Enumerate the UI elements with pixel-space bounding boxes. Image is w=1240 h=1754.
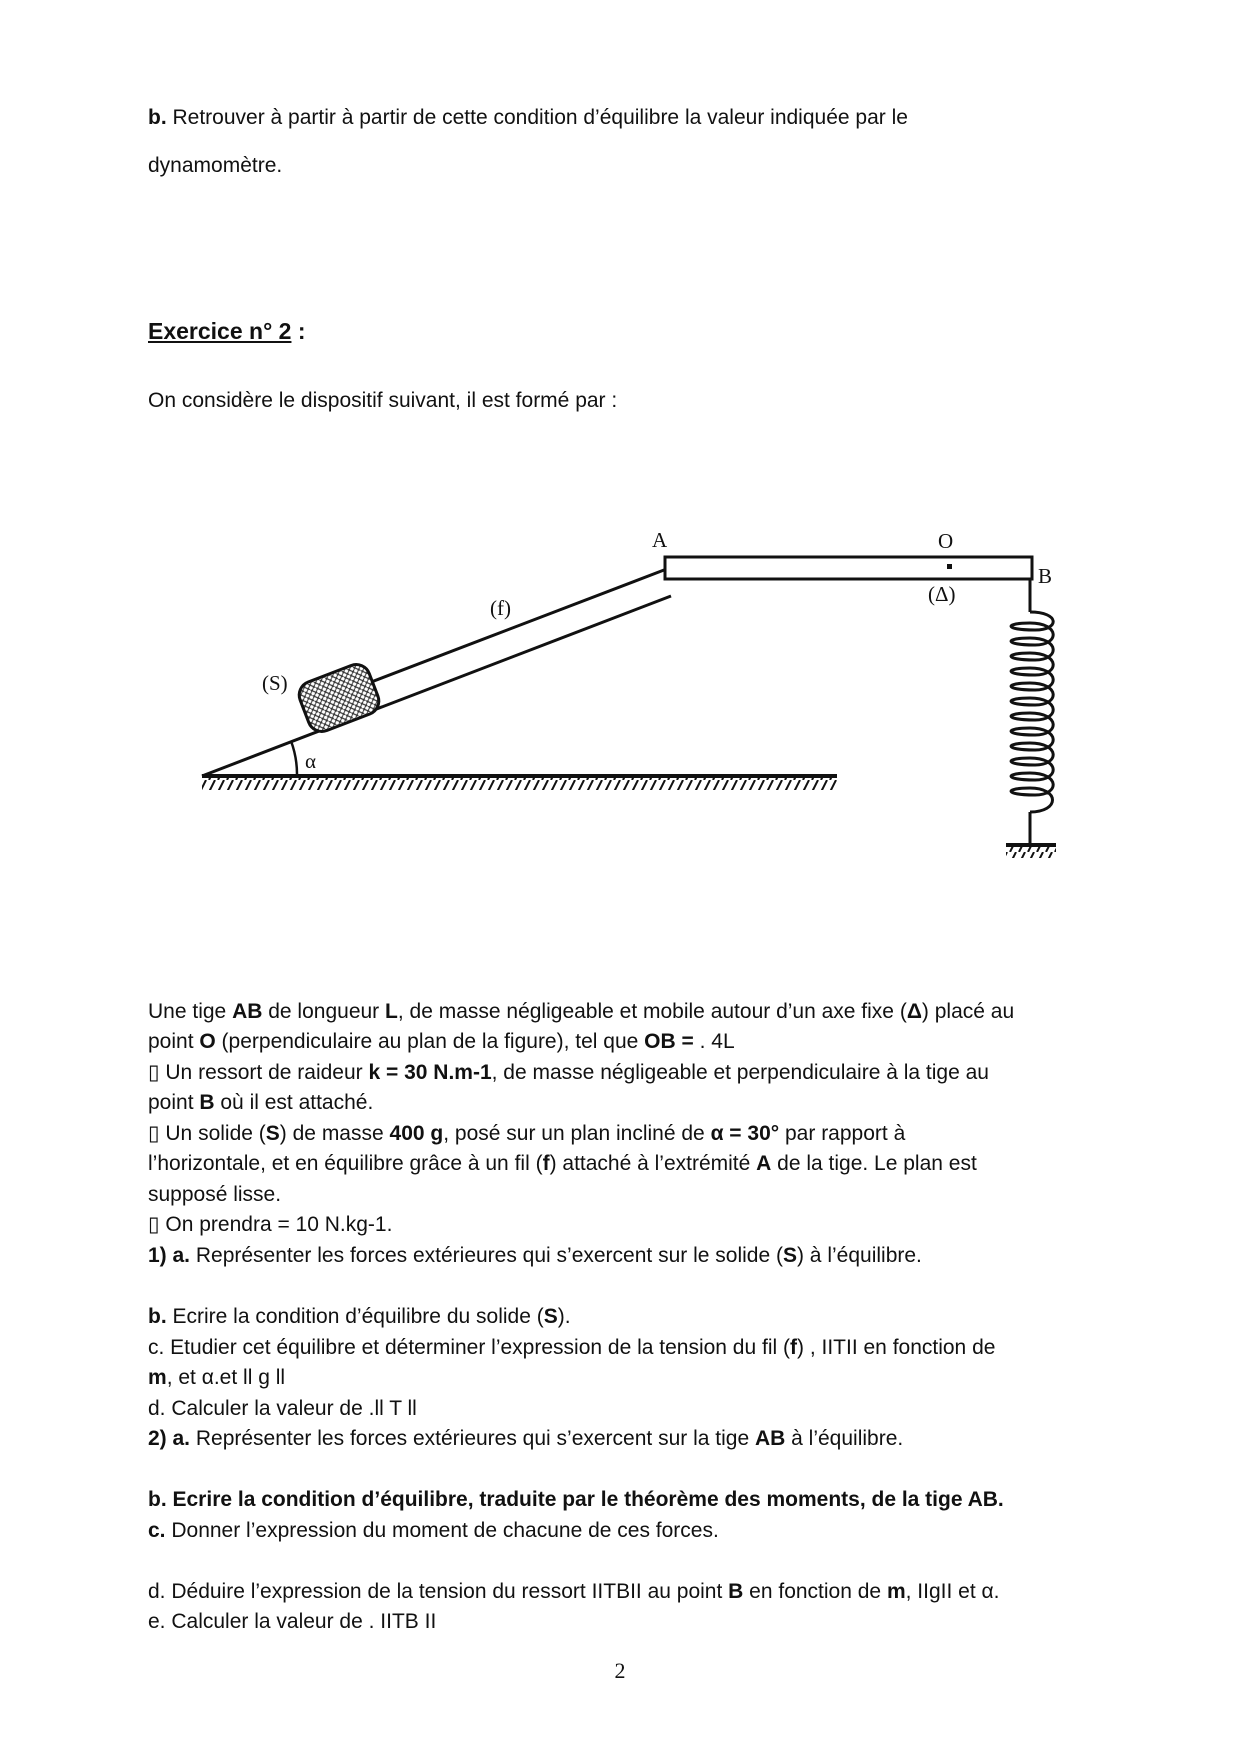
question-text: dynamomètre. — [148, 154, 283, 177]
question-2a: 2) a. Représenter les forces extérieures qui s’exercent sur la tige AB à l’équilibre. — [148, 1427, 904, 1450]
spring-support — [1006, 845, 1056, 858]
question-1c: c. Etudier cet équilibre et déterminer l’expression de la tension du fil (f) , IITII en fonction de — [148, 1336, 996, 1359]
exercise-title-text: Exercice n° 2 — [148, 318, 292, 344]
question-2b: b. Ecrire la condition d’équilibre, traduite par le théorème des moments, de la tige AB. — [148, 1488, 1004, 1511]
label-o: O — [938, 529, 954, 553]
body-line-5: ▯ Un solide (S) de masse 400 g, posé sur un plan incliné de α = 30° par rapport à — [148, 1122, 906, 1145]
rod-ab — [665, 557, 1032, 579]
ground — [202, 776, 837, 790]
question-2c: c. Donner l’expression du moment de chacune de ces forces. — [148, 1519, 719, 1542]
page-number: 2 — [614, 1658, 626, 1683]
body-line-4: point B où il est attaché. — [148, 1091, 374, 1114]
body-line-7: supposé lisse. — [148, 1183, 282, 1206]
exercise-title-suffix: : — [291, 318, 306, 344]
question-2d: d. Déduire l’expression de la tension du ressort IITBII au point B en fonction de m, IIgII et α. — [148, 1580, 1000, 1603]
label-s: (S) — [262, 671, 288, 695]
label-f: (f) — [490, 596, 511, 620]
solid-s — [295, 660, 383, 735]
body-line-2: point O (perpendiculaire au plan de la figure), tel que OB = . 4L — [148, 1030, 735, 1053]
thread-f — [366, 570, 664, 684]
question-label: b. — [148, 106, 167, 129]
pivot-o — [947, 564, 952, 569]
body-line-3: ▯ Un ressort de raideur k = 30 N.m-1, de masse négligeable et perpendiculaire à la tige au — [148, 1061, 989, 1084]
intro-text: On considère le dispositif suivant, il est formé par : — [148, 389, 618, 412]
label-delta: (Δ) — [928, 582, 956, 606]
question-1d: d. Calculer la valeur de .ll T ll — [148, 1397, 417, 1420]
body-line-6: l’horizontale, et en équilibre grâce à un fil (f) attaché à l’extrémité A de la tige. Le plan est — [148, 1152, 977, 1175]
question-1c-cont: m, et α.et ll g ll — [148, 1366, 286, 1389]
label-b: B — [1038, 564, 1053, 588]
body-line-1: Une tige AB de longueur L, de masse négligeable et mobile autour d’un axe fixe (Δ) placé au — [148, 1000, 1015, 1023]
angle-arc — [291, 741, 297, 776]
question-2e: e. Calculer la valeur de . IITB II — [148, 1610, 437, 1633]
question-1a: 1) a. Représenter les forces extérieures qui s’exercent sur le solide (S) à l’équilibre. — [148, 1244, 922, 1267]
question-1b: b. Ecrire la condition d’équilibre du solide (S). — [148, 1305, 571, 1328]
question-text: Retrouver à partir à partir de cette condition d’équilibre la valeur indiquée par le — [166, 106, 908, 129]
spring — [1011, 612, 1053, 843]
label-a: A — [652, 528, 668, 552]
body-line-8: ▯ On prendra = 10 N.kg-1. — [148, 1213, 393, 1236]
label-alpha: α — [305, 749, 317, 773]
